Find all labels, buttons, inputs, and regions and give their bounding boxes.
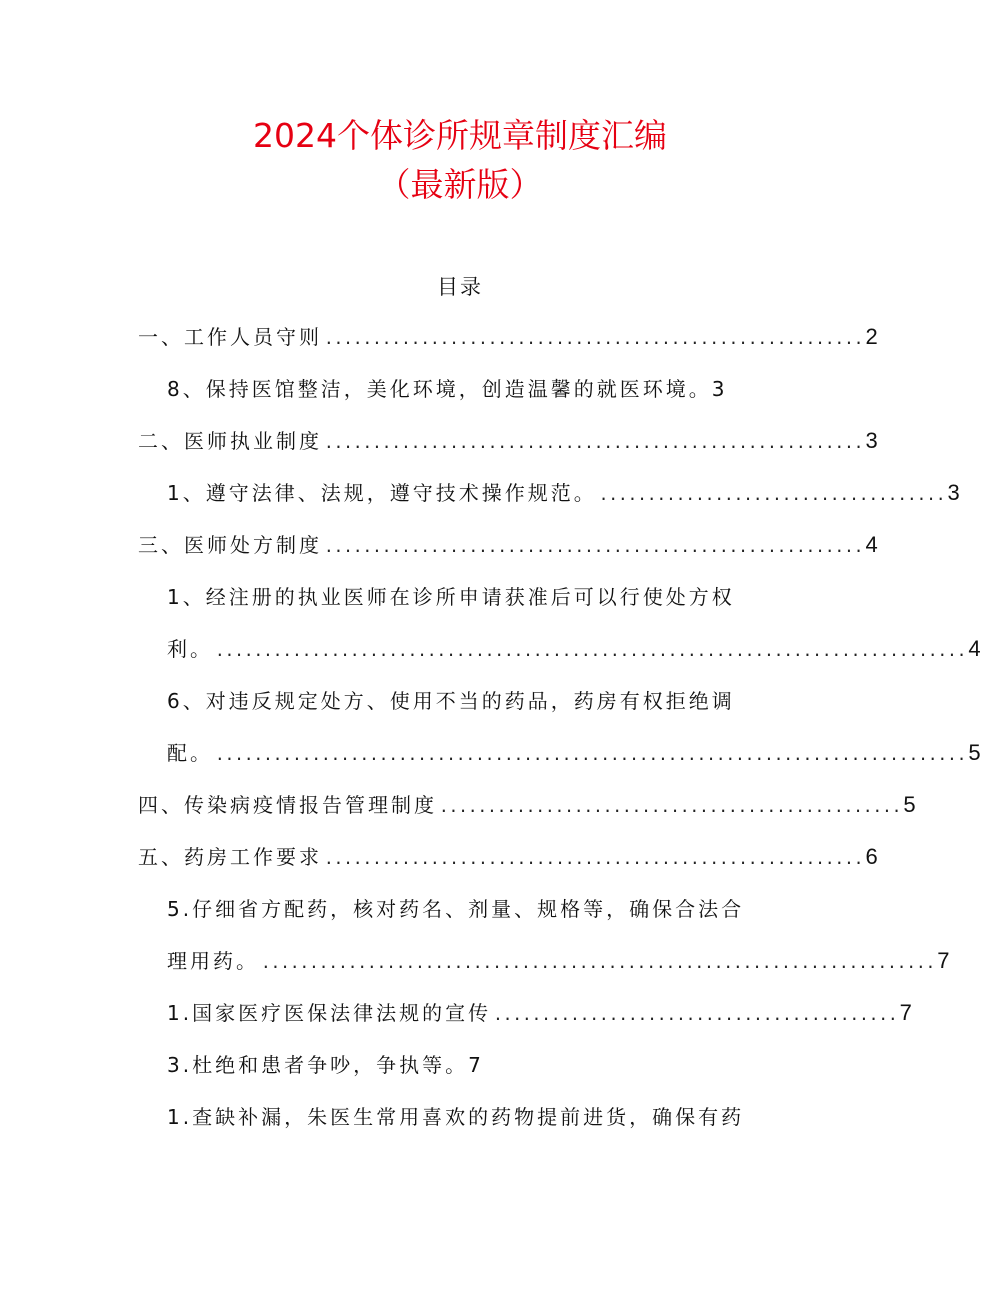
toc-leader-dots: .............................................................................. <box>215 641 967 660</box>
toc-entry-text: 1、遵守法律、法规，遵守技术操作规范。 <box>167 481 597 505</box>
toc-entry[interactable] <box>167 1050 774 1080</box>
toc-entry-text: 一、工作人员守则 <box>138 325 322 349</box>
toc-page-number: 4 <box>865 532 878 557</box>
toc-entry-text: 利。 <box>167 637 213 661</box>
toc-entry[interactable] <box>167 1102 774 1132</box>
toc-entry[interactable] <box>138 842 878 874</box>
toc-page-number: 5 <box>903 792 916 817</box>
toc-entry-text: 理用药。 <box>167 949 259 973</box>
toc-entry[interactable] <box>167 894 774 924</box>
toc-leader-dots: ........................................................ <box>324 849 864 868</box>
toc-entry-text: 1、经注册的执业医师在诊所申请获准后可以行使处方权 <box>167 585 735 609</box>
toc-entry[interactable] <box>167 634 981 666</box>
toc-entry[interactable] <box>167 946 950 978</box>
toc-leader-dots: ........................................................ <box>324 537 864 556</box>
document-subtitle: （最新版） <box>377 165 543 204</box>
toc-leader-dots: ........................................................ <box>324 329 864 348</box>
toc-entry[interactable] <box>138 322 878 354</box>
toc-entry-text: 四、传染病疫情报告管理制度 <box>138 793 437 817</box>
toc-leader-dots: ........................................................ <box>324 433 864 452</box>
toc-page-number: 2 <box>865 324 878 349</box>
toc-entry[interactable] <box>138 530 878 562</box>
toc-entry[interactable] <box>167 478 960 510</box>
toc-entry-text: 6、对违反规定处方、使用不当的药品，药房有权拒绝调 <box>167 689 735 713</box>
toc-entry[interactable] <box>167 998 912 1030</box>
toc-entry[interactable] <box>167 686 774 716</box>
toc-entry-text: 1.查缺补漏，朱医生常用喜欢的药物提前进货，确保有药 <box>167 1105 745 1129</box>
toc-leader-dots: .............................................................................. <box>215 745 967 764</box>
toc-page-number: 7 <box>899 1000 912 1025</box>
toc-entry-text: 1.国家医疗医保法律法规的宣传 <box>167 1001 492 1025</box>
toc-entry[interactable] <box>138 426 878 458</box>
toc-entry-text: 8、保持医馆整洁，美化环境，创造温馨的就医环境。3 <box>167 377 728 401</box>
toc-page-number: 4 <box>968 636 981 661</box>
toc-page-number: 6 <box>865 844 878 869</box>
toc-entry[interactable] <box>167 374 774 404</box>
toc-page-number: 5 <box>968 740 981 765</box>
toc-entry[interactable] <box>167 582 774 612</box>
toc-page-number: 3 <box>865 428 878 453</box>
document-title: 2024个体诊所规章制度汇编 <box>253 116 667 155</box>
toc-entry-text: 三、医师处方制度 <box>138 533 322 557</box>
toc-entry-text: 二、医师执业制度 <box>138 429 322 453</box>
toc-entry-text: 配。 <box>167 741 213 765</box>
toc-leader-dots: ................................................ <box>439 797 902 816</box>
toc-entry[interactable] <box>138 790 916 822</box>
toc-entry-text: 5.仔细省方配药，核对药名、剂量、规格等，确保合法合 <box>167 897 745 921</box>
toc-page-number: 7 <box>937 948 950 973</box>
toc-heading: 目录 <box>437 275 483 299</box>
toc-leader-dots: ...................................................................... <box>261 953 936 972</box>
toc-page-number: 3 <box>947 480 960 505</box>
toc-leader-dots: .................................... <box>598 485 946 504</box>
toc-entry-text: 五、药房工作要求 <box>138 845 322 869</box>
toc-leader-dots: .......................................... <box>493 1005 898 1024</box>
toc-entry[interactable] <box>167 738 981 770</box>
toc-entry-text: 3.杜绝和患者争吵，争执等。7 <box>167 1053 484 1077</box>
